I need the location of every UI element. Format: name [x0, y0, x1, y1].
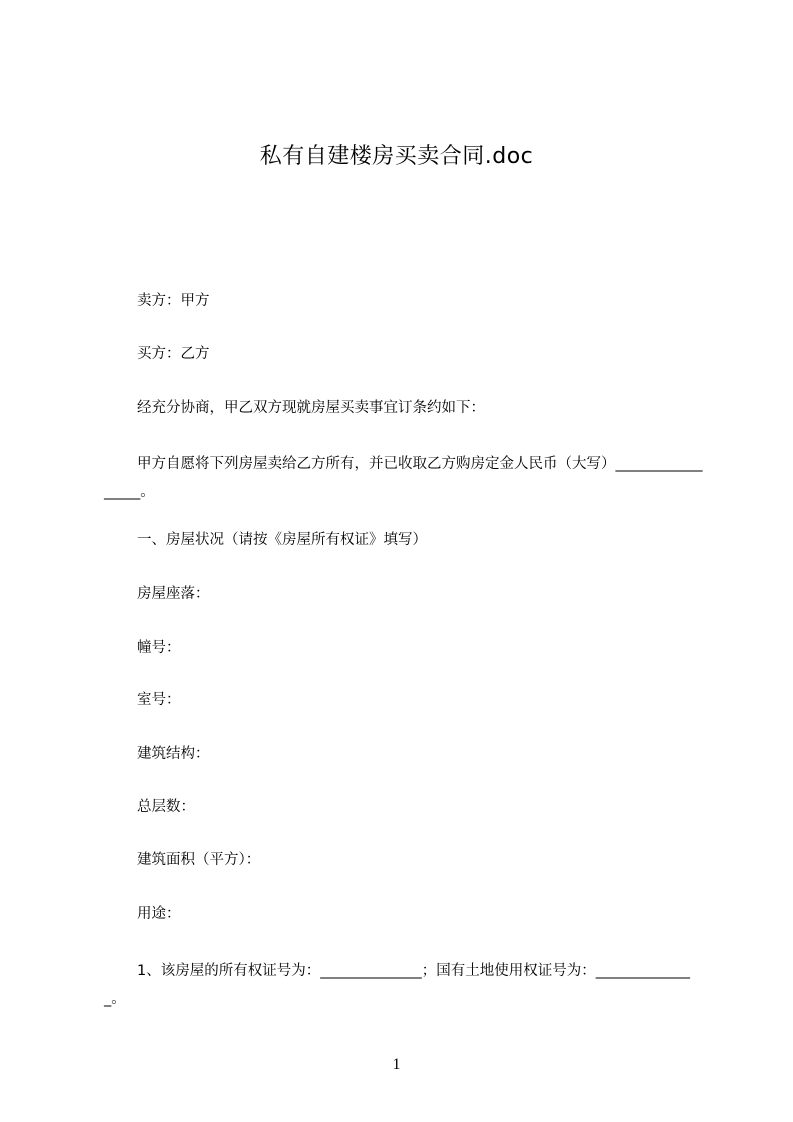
building-structure-field: 建筑结构： [137, 746, 210, 762]
document-title: 私有自建楼房买卖合同.doc [259, 144, 534, 169]
building-area-field: 建筑面积（平方）： [137, 852, 261, 868]
intro-paragraph: 经充分协商，甲乙双方现就房屋买卖事宜订条约如下： [137, 400, 485, 416]
section1-heading: 一、房屋状况（请按《房屋所有权证》填写） [137, 532, 427, 548]
building-number-field: 幢号： [137, 640, 181, 656]
total-floors-field: 总层数： [137, 799, 195, 815]
seller-line: 卖方：甲方 [137, 293, 210, 309]
certificate-paragraph: 1、该房屋的所有权证号为：______________；国有土地使用权证号为：______________。 [104, 963, 690, 1007]
room-number-field: 室号： [137, 692, 181, 708]
buyer-line: 买方：乙方 [137, 346, 210, 362]
usage-field: 用途： [137, 906, 181, 922]
house-location-field: 房屋座落： [137, 586, 210, 602]
deposit-paragraph: 甲方自愿将下列房屋卖给乙方所有，并已收取乙方购房定金人民币（大写）_________________。 [104, 456, 703, 500]
page-number: 1 [392, 1056, 401, 1073]
